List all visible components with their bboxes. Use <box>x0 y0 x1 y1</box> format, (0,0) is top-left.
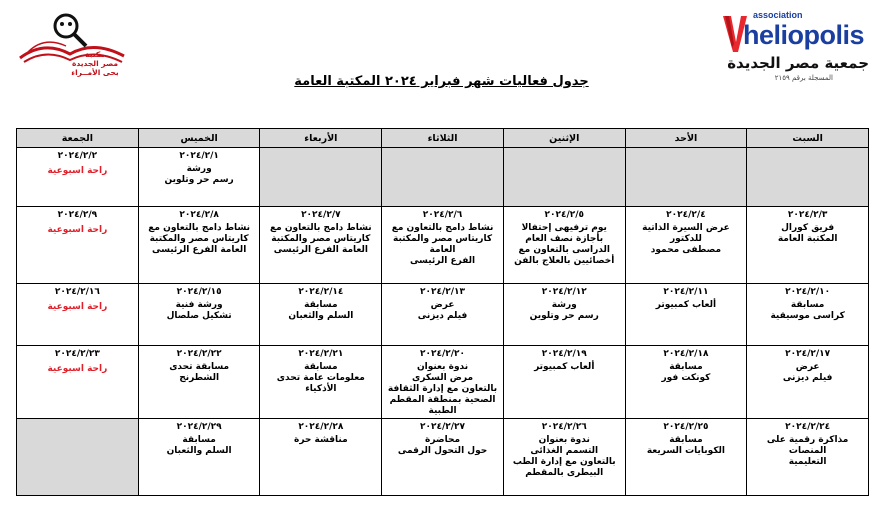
day-cell <box>625 283 747 346</box>
day-cell <box>17 206 139 283</box>
cell-activity: مسابقة معلومات عامة تحدى الأذكياء <box>276 362 365 395</box>
cell-activity: ورشة رسم حر وتلوين <box>529 299 599 321</box>
day-cell <box>503 346 625 419</box>
day-header-saturday: السبت <box>747 129 869 148</box>
day-cell <box>260 283 382 346</box>
cell-activity: عرض فيلم ديزنى <box>782 362 833 384</box>
day-header-tuesday: الثلاثاء <box>382 129 504 148</box>
weekly-rest-note: راحة اسبوعية <box>47 166 108 176</box>
day-header-monday: الإثنين <box>503 129 625 148</box>
library-logo-text: مكتبة مصر الجديدة بحى الأمــراء <box>71 50 119 77</box>
cell-activity: مسابقة كونكت فور <box>661 362 711 384</box>
day-cell <box>382 206 504 283</box>
cell-date: ٢٠٢٤/٢/١٠ <box>785 286 831 297</box>
day-cell <box>747 419 869 496</box>
cell-activity: مذاكرة رقمية على المنصات التعليمية <box>766 435 849 468</box>
cell-date: ٢٠٢٤/٢/١٩ <box>541 349 587 360</box>
cell-date: ٢٠٢٤/٢/٢٩ <box>176 422 222 433</box>
day-cell <box>503 283 625 346</box>
cell-date: ٢٠٢٤/٢/٢٥ <box>663 422 709 433</box>
day-cell <box>138 148 260 207</box>
cell-activity: مسابقة السلم والثعبان <box>288 299 354 321</box>
cell-date: ٢٠٢٤/٢/٢٦ <box>541 422 587 433</box>
cell-activity: نشاط دامج بالتعاون مع كاريتاس مصر والمكتبة العامة الفرع الرئيسى <box>391 222 494 266</box>
cell-activity: مسابقة تحدى الشطرنج <box>169 362 230 384</box>
cell-date: ٢٠٢٤/٢/٨ <box>179 209 219 220</box>
day-cell <box>138 419 260 496</box>
day-cell <box>382 148 504 207</box>
cell-date: ٢٠٢٤/٢/٣ <box>787 209 828 220</box>
cell-date: ٢٠٢٤/٢/١٣ <box>420 286 466 297</box>
day-cell <box>382 419 504 496</box>
cell-activity: عرض فيلم ديزنى <box>417 299 468 321</box>
cell-date: ٢٠٢٤/٢/٤ <box>666 209 706 220</box>
cell-date: ٢٠٢٤/٢/١٨ <box>663 349 709 360</box>
day-cell <box>138 346 260 419</box>
cell-date: ٢٠٢٤/٢/١ <box>179 151 219 161</box>
cell-activity: مسابقة كراسى موسيقية <box>770 299 845 321</box>
cell-activity: ندوة بعنوان التسمم الغذائى بالتعاون مع إدارة الطب البيطرى بالمقطم <box>512 435 616 479</box>
cell-activity: محاضرة حول التحول الرقمى <box>397 435 488 457</box>
library-logo <box>14 10 154 80</box>
day-cell <box>260 419 382 496</box>
cell-date: ٢٠٢٤/٢/٧ <box>301 209 341 220</box>
day-cell <box>747 283 869 346</box>
day-cell <box>625 148 747 207</box>
day-cell <box>503 206 625 283</box>
cell-date: ٢٠٢٤/٢/١٧ <box>785 349 831 360</box>
day-cell <box>138 283 260 346</box>
cell-activity: مسابقة الكوبايات السريعة <box>646 435 726 457</box>
weekly-rest-note: راحة اسبوعية <box>47 224 108 235</box>
day-cell <box>382 283 504 346</box>
day-header-wednesday: الأربعاء <box>260 129 382 148</box>
week-row <box>17 283 869 346</box>
day-cell <box>17 419 139 496</box>
day-cell <box>625 346 747 419</box>
weekly-rest-note: راحة اسبوعية <box>47 301 108 312</box>
cell-activity: ورشة رسم حر وتلوين <box>164 164 234 185</box>
cell-date: ٢٠٢٤/٢/٦ <box>422 209 463 220</box>
cell-date: ٢٠٢٤/٢/١٢ <box>541 286 587 297</box>
cell-date: ٢٠٢٤/٢/٢٣ <box>54 349 100 360</box>
day-cell <box>625 206 747 283</box>
cell-activity: ألعاب كمبيوتر <box>655 299 717 310</box>
day-cell <box>138 206 260 283</box>
cell-activity: ألعاب كمبيوتر <box>534 362 595 373</box>
heliopolis-logo <box>723 10 873 82</box>
cell-date: ٢٠٢٤/٢/١٤ <box>298 286 344 297</box>
cell-activity: مسابقة السلم والثعبان <box>166 435 232 457</box>
cell-date: ٢٠٢٤/٢/٢٢ <box>176 349 222 360</box>
day-cell <box>382 346 504 419</box>
day-header-sunday: الأحد <box>625 129 747 148</box>
cell-activity: فريق كورال المكتبة العامة <box>777 222 838 244</box>
cell-activity: يوم ترفيهى إحتفالا بأجازة نصف العام الدراسى بالتعاون مع أخصائيين بالعلاج بالفن <box>514 222 615 266</box>
registration-number: المسجلة برقم ٢١٥٩ <box>774 74 833 82</box>
cell-date: ٢٠٢٤/٢/٢١ <box>298 349 344 360</box>
schedule-table <box>16 128 869 496</box>
week-row <box>17 346 869 419</box>
day-cell <box>503 148 625 207</box>
cell-activity: عرض السيرة الذاتية للدكتور مصطفى محمود <box>642 222 730 255</box>
association-label: association <box>753 10 803 20</box>
cell-date: ٢٠٢٤/٢/٢٧ <box>420 422 466 433</box>
heliopolis-wordmark: heliopolis <box>743 20 865 50</box>
day-cell <box>747 148 869 207</box>
cell-date: ٢٠٢٤/٢/٥ <box>544 209 585 220</box>
day-cell <box>747 346 869 419</box>
cell-date: ٢٠٢٤/٢/٢٨ <box>298 422 344 433</box>
day-cell <box>260 148 382 207</box>
cell-activity: ورشة فنية تشكيل صلصال <box>166 299 232 321</box>
day-cell <box>747 206 869 283</box>
association-name-ar: جمعية مصر الجديدة <box>727 54 869 72</box>
day-cell <box>260 206 382 283</box>
cell-activity: نشاط دامج بالتعاون مع كاريتاس مصر والمكتبة العامة الفرع الرئيسى <box>269 222 372 255</box>
cell-activity: مناقشة حرة <box>294 435 348 446</box>
day-header-friday: الجمعة <box>17 129 139 148</box>
day-cell <box>625 419 747 496</box>
weekly-rest-note: راحة اسبوعية <box>47 364 108 375</box>
header-row <box>17 129 869 148</box>
day-header-thursday: الخميس <box>138 129 260 148</box>
week-row <box>17 206 869 283</box>
cell-date: ٢٠٢٤/٢/١٦ <box>54 286 100 297</box>
page-title: جدول فعاليات شهر فبراير ٢٠٢٤ المكتبة العامة <box>294 74 589 89</box>
cell-date: ٢٠٢٤/٢/١٥ <box>176 286 222 297</box>
cell-date: ٢٠٢٤/٢/٢٤ <box>785 422 831 433</box>
cell-date: ٢٠٢٤/٢/٩ <box>57 209 98 220</box>
day-cell <box>503 419 625 496</box>
week-row <box>17 419 869 496</box>
cell-date: ٢٠٢٤/٢/١١ <box>663 286 709 297</box>
day-cell <box>17 283 139 346</box>
day-cell <box>17 148 139 207</box>
week-row <box>17 148 869 207</box>
cell-date: ٢٠٢٤/٢/٢٠ <box>420 349 466 360</box>
cell-activity: نشاط دامج بالتعاون مع كاريتاس مصر والمكتبة العامة الفرع الرئيسى <box>148 222 250 255</box>
cell-date: ٢٠٢٤/٢/٢ <box>57 151 98 161</box>
day-cell <box>17 346 139 419</box>
day-cell <box>260 346 382 419</box>
cell-activity: ندوة بعنوان مرض السكرى بالتعاون مع إدارة الثقافة الصحية بمنطقة المقطم الطبية <box>387 362 498 417</box>
